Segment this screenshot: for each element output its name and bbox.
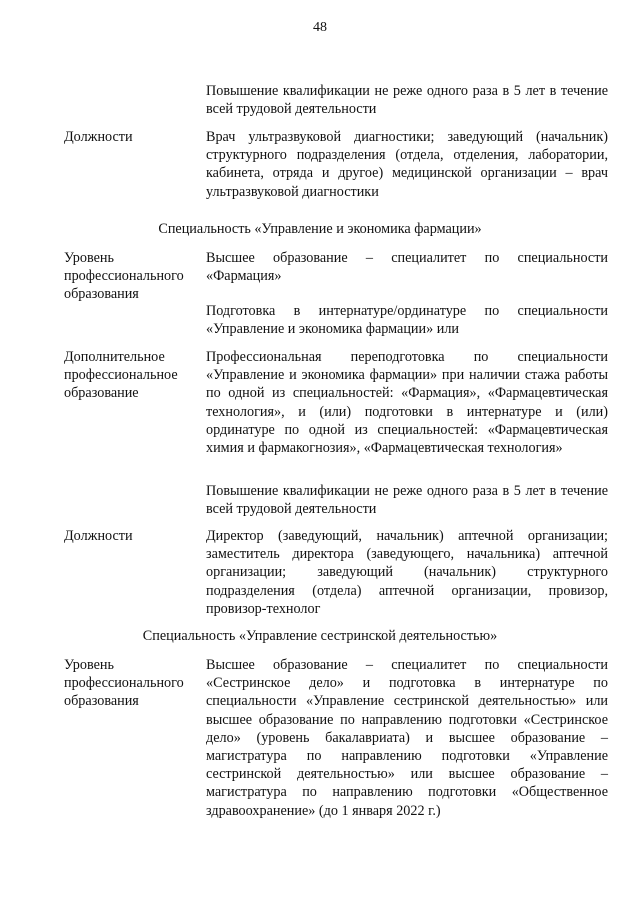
additional-education-label-pharmacy: Дополнительное профессиональное образование xyxy=(64,349,178,402)
positions-text-ultrasound: Врач ультразвуковой диагностики; заведующий (начальник) структурного подразделения (отдела, отделения, лаборатории, кабинета, отряда и другое) медицинской организации – врач ультразвуковой диагностики xyxy=(206,129,608,200)
positions-label-pharmacy: Должности xyxy=(64,528,133,544)
education-label-nursing: Уровень профессионального образования xyxy=(64,657,184,710)
positions-text-pharmacy: Директор (заведующий, начальник) аптечной организации; заместитель директора (заведующего, начальника) аптечной организации; заведующий (начальник) структурного подразделения (отдела) аптечной организации, провизор, провизор-технолог xyxy=(206,528,608,617)
qualification-text-top: Повышение квалификации не реже одного раза в 5 лет в течение всей трудовой деятельности xyxy=(206,83,608,118)
section-heading-pharmacy: Специальность «Управление и экономика фармации» xyxy=(158,221,482,237)
internship-text-pharmacy: Подготовка в интернатуре/ординатуре по специальности «Управление и экономика фармации» или xyxy=(206,303,608,338)
section-heading-nursing: Специальность «Управление сестринской деятельностью» xyxy=(142,628,498,644)
education-label-pharmacy: Уровень профессионального образования xyxy=(64,250,184,303)
additional-education-text-pharmacy: Профессиональная переподготовка по специальности «Управление и экономика фармации» при наличии стажа работы по одной из специальностей: «Фармация», «Фармацевтическая технология», и (или) подготовки в интернатуре и (или) ординатуре по одной из специальностей: «Фармацевтическая химия и фармакогнозия», «Фармацевтическая технология» xyxy=(206,349,608,457)
page-number: 48 xyxy=(313,20,327,35)
education-text-pharmacy: Высшее образование – специалитет по специальности «Фармация» xyxy=(206,250,608,285)
qualification-text-pharmacy: Повышение квалификации не реже одного раза в 5 лет в течение всей трудовой деятельности xyxy=(206,483,608,518)
education-text-nursing: Высшее образование – специалитет по специальности «Сестринское дело» и подготовка в интернатуре по специальности «Управление сестринской деятельностью» или высшее образование по направлению подготовки «Сестринское дело» (уровень бакалавриата) и высшее образование – магистратура по направлению подготовки «Управление сестринской деятельностью» или высшее образование – магистратура по направлению подготовки «Общественное здравоохранение» (до 1 января 2022 г.) xyxy=(206,657,608,819)
positions-label-ultrasound: Должности xyxy=(64,129,133,145)
